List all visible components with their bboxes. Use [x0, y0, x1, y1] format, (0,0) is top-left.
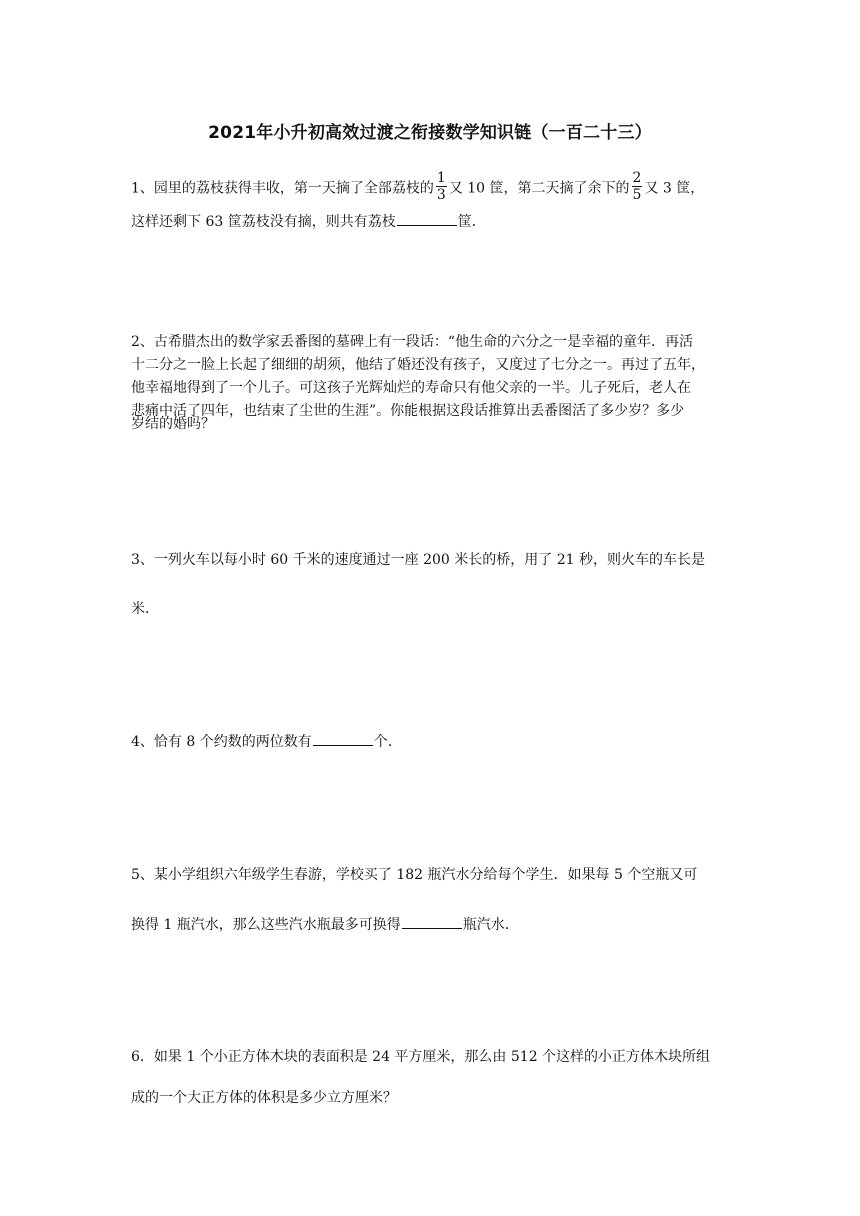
question-2-line-1: 2、古希腊杰出的数学家丢番图的墓碑上有一段话：“他生命的六分之一是幸福的童年．再活	[131, 334, 694, 350]
question-6-line-2: 成的一个大正方体的体积是多少立方厘米？	[131, 1090, 397, 1106]
question-3-line-2: 米．	[131, 601, 159, 617]
fraction-two-fifths: $\frac{2}{5}$	[632, 170, 642, 203]
question-4-text-b: 个．	[373, 734, 402, 750]
question-5-text-a: 换得 1 瓶汽水，那么这些汽水瓶最多可换得	[131, 917, 401, 933]
question-1-line-2	[131, 211, 486, 231]
question-5-line-2	[131, 914, 519, 934]
question-2-line-4: 悲痛中活了四年，也结束了尘世的生涯”。你能根据这段话推算出丢番图活了多少岁？多少	[131, 403, 685, 419]
question-1-text-d: 这样还剩下 63 筐荔枝没有摘，则共有荔枝	[131, 214, 396, 230]
question-5-line-1: 5、某小学组织六年级学生春游，学校买了 182 瓶汽水分给每个学生．如果每 5 个空瓶又可	[131, 867, 698, 883]
question-4-line-1	[131, 731, 402, 751]
question-1-text-a: 1、园里的荔枝获得丰收，第一天摘了全部荔枝的	[131, 180, 434, 197]
question-1-line-1	[131, 172, 704, 205]
answer-blank-4[interactable]	[313, 731, 373, 746]
question-1-text-e: 筐．	[457, 214, 486, 230]
question-2-line-3: 他幸福地得到了一个儿子。可这孩子光辉灿烂的寿命只有他父亲的一半。儿子死后，老人在	[131, 380, 691, 396]
question-3-line-1: 3、一列火车以每小时 60 千米的速度通过一座 200 米长的桥，用了 21 秒，则火车的车长是	[131, 552, 705, 568]
question-1-text-b: 又 10 筐，第二天摘了余下的	[448, 180, 630, 197]
question-6-line-1: 6．如果 1 个小正方体木块的表面积是 24 平方厘米，那么由 512 个这样的小正方体木块所组	[131, 1049, 711, 1065]
question-2-line-5: 岁结的婚吗？	[131, 416, 215, 432]
question-2-line-2: 十二分之一脸上长起了细细的胡须，他结了婚还没有孩子，又度过了七分之一。再过了五年，	[131, 357, 705, 373]
question-1-text-c: 又 3 筐，	[644, 180, 705, 197]
question-5-text-b: 瓶汽水．	[462, 917, 519, 933]
answer-blank-5[interactable]	[402, 914, 462, 929]
document-title: 2021年小升初高效过渡之衔接数学知识链（一百二十三）	[208, 123, 652, 143]
fraction-one-third: $\frac{1}{3}$	[436, 170, 446, 203]
answer-blank-1[interactable]	[397, 211, 457, 226]
question-4-text-a: 4、恰有 8 个约数的两位数有	[131, 734, 312, 750]
